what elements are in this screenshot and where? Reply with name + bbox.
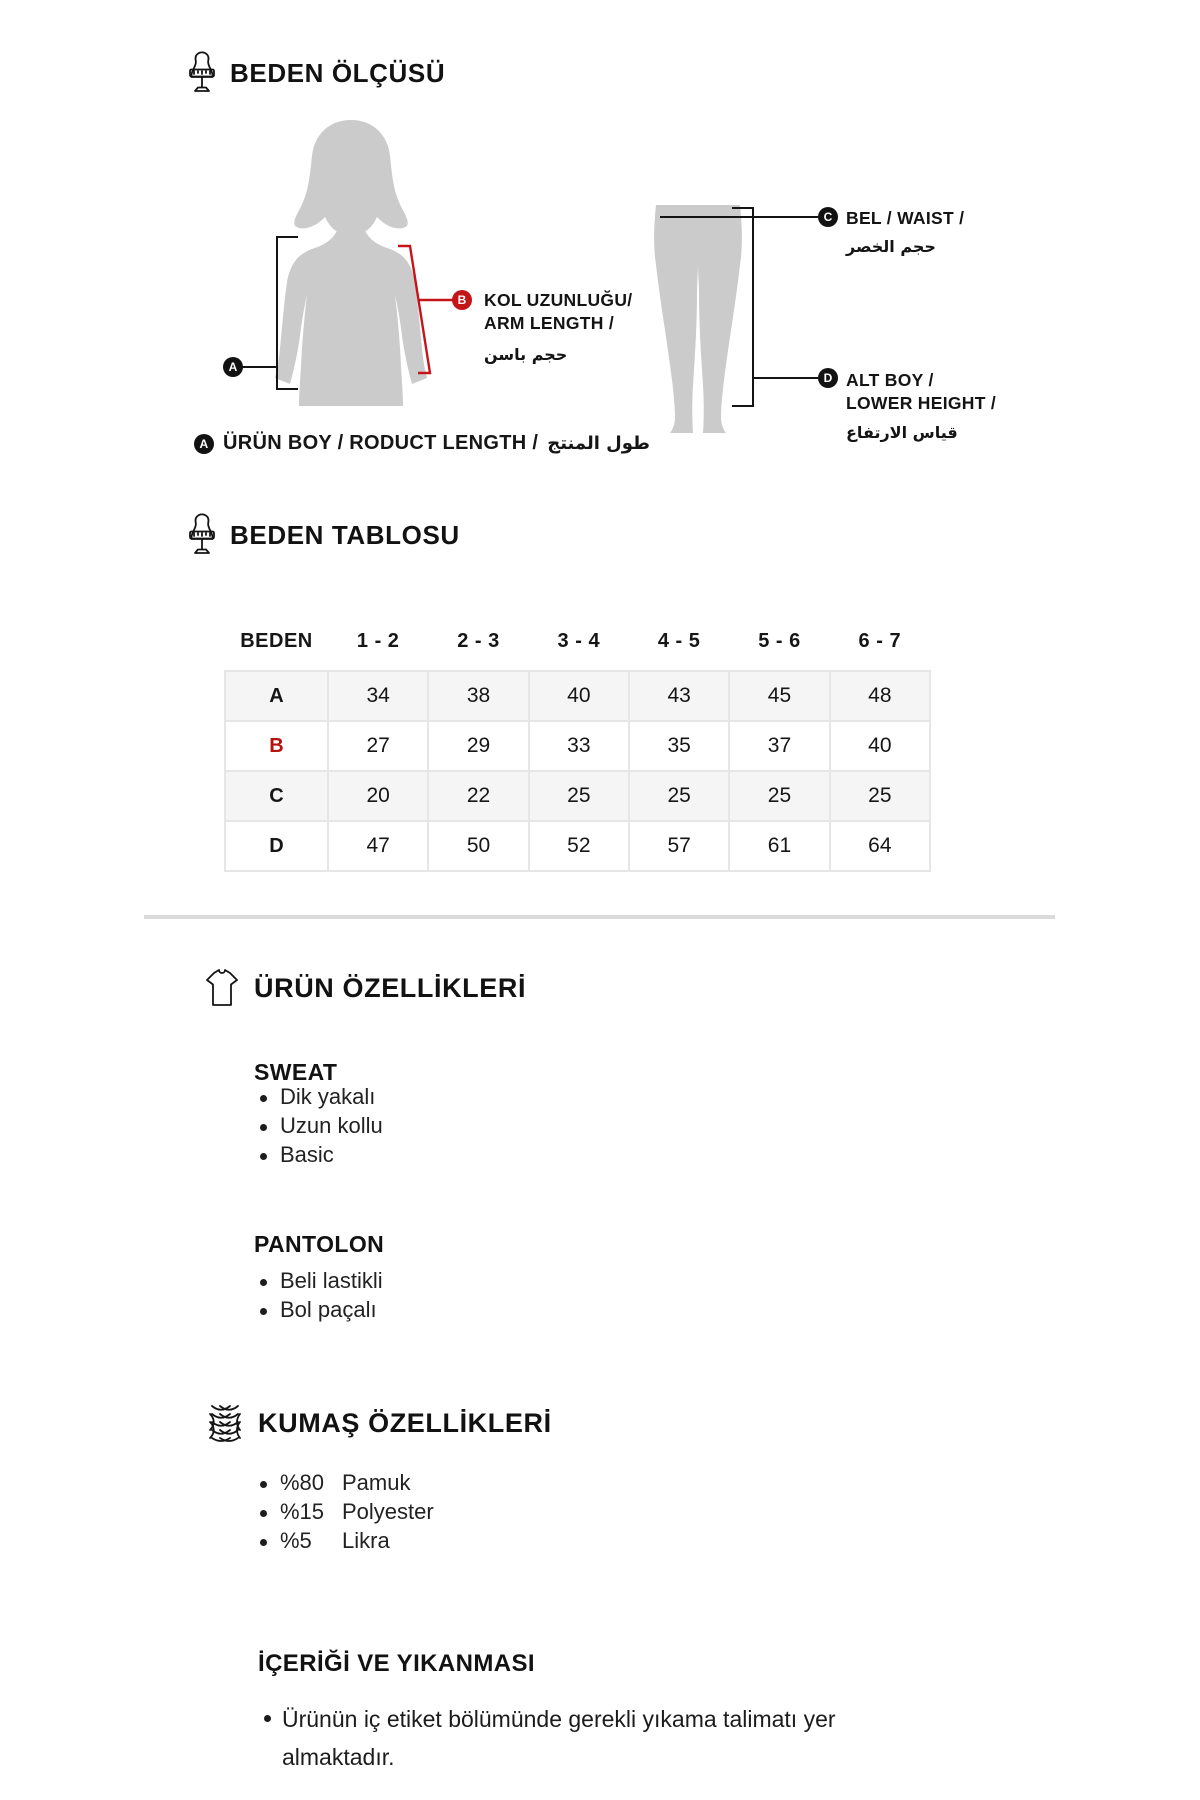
col-header: 5 - 6 xyxy=(758,629,801,652)
cell: 37 xyxy=(729,721,829,771)
cell: 27 xyxy=(328,721,428,771)
cell: 40 xyxy=(830,721,930,771)
section-header-care: İÇERİĞİ VE YIKANMASI xyxy=(258,1650,535,1677)
label-d-line2: LOWER HEIGHT / xyxy=(846,393,997,413)
table-row xyxy=(225,821,930,871)
col-header: 3 - 4 xyxy=(557,629,601,652)
cell: 33 xyxy=(529,721,629,771)
label-d-arabic: قياس الارتفاع xyxy=(846,423,958,442)
feature-group-title-pantolon: PANTOLON xyxy=(254,1231,385,1257)
section-title: BEDEN ÖLÇÜSÜ xyxy=(230,57,446,88)
cell: 50 xyxy=(428,821,528,871)
cell: 22 xyxy=(428,771,528,821)
care-list xyxy=(264,1700,924,1776)
section-divider xyxy=(144,915,1055,919)
bracket-a-bottom-tick xyxy=(276,388,298,390)
cell: 61 xyxy=(729,821,829,871)
table-row xyxy=(225,721,930,771)
cell: 47 xyxy=(328,821,428,871)
feature-list-pantolon xyxy=(260,1266,383,1324)
col-header: 1 - 2 xyxy=(356,629,400,652)
fabric-list xyxy=(260,1468,434,1555)
fabric-percent: %15 xyxy=(280,1499,325,1524)
label-a-badge: A xyxy=(223,357,243,377)
list-item xyxy=(260,1468,434,1497)
section-header-fabric xyxy=(206,1402,552,1444)
tshirt-icon xyxy=(202,966,242,1010)
section-header-size-table xyxy=(186,512,460,558)
section-title: BEDEN TABLOSU xyxy=(230,519,460,550)
row-label: B xyxy=(225,721,328,771)
label-c-connector xyxy=(660,216,818,218)
row-label: A xyxy=(225,671,328,721)
mannequin-icon xyxy=(186,50,218,96)
label-d-badge: D xyxy=(818,368,838,388)
table-row xyxy=(225,671,930,721)
cell: 35 xyxy=(629,721,729,771)
label-b-line1: KOL UZUNLUĞU/ xyxy=(484,290,633,310)
cell: 57 xyxy=(629,821,729,871)
list-item: Dik yakalı xyxy=(260,1082,383,1111)
label-a-caption-badge: A xyxy=(194,434,214,454)
cell: 34 xyxy=(328,671,428,721)
list-item xyxy=(260,1497,434,1526)
size-table xyxy=(224,612,931,872)
label-a-caption-arabic: طول المنتج xyxy=(547,433,651,454)
list-item: Basic xyxy=(260,1140,383,1169)
label-a-connector xyxy=(242,366,278,368)
fabric-percent: %80 xyxy=(280,1470,325,1495)
label-d-text xyxy=(846,369,996,444)
fabric-name: Pamuk xyxy=(342,1470,411,1495)
col-header: BEDEN xyxy=(240,629,313,652)
row-label: C xyxy=(225,771,328,821)
col-header: 6 - 7 xyxy=(858,629,902,652)
cell: 52 xyxy=(529,821,629,871)
label-c-line1: BEL / WAIST / xyxy=(846,208,965,228)
cell: 45 xyxy=(729,671,829,721)
cell: 43 xyxy=(629,671,729,721)
label-b-arabic: حجم باسن xyxy=(484,345,568,364)
feature-group-title-sweat: SWEAT xyxy=(254,1059,338,1085)
size-table-header-row xyxy=(225,612,930,671)
label-d-connector xyxy=(752,377,818,379)
section-header-size-measure xyxy=(186,50,445,96)
label-b-badge: B xyxy=(452,290,472,310)
section-title: KUMAŞ ÖZELLİKLERİ xyxy=(258,1407,552,1438)
section-title: ÜRÜN ÖZELLİKLERİ xyxy=(254,972,527,1003)
bracket-b-red xyxy=(394,240,466,380)
bracket-legs-bottom-tick xyxy=(732,405,754,407)
feature-list-sweat xyxy=(260,1082,383,1169)
label-b-text xyxy=(484,289,632,366)
list-item: Beli lastikli xyxy=(260,1266,383,1295)
cell: 25 xyxy=(529,771,629,821)
cell: 48 xyxy=(830,671,930,721)
cell: 29 xyxy=(428,721,528,771)
legs-silhouette xyxy=(648,205,748,437)
label-c-arabic: حجم الخصر xyxy=(846,237,936,256)
table-row xyxy=(225,771,930,821)
label-a-caption xyxy=(194,432,650,455)
fabric-percent: %5 xyxy=(280,1528,312,1553)
bracket-a-top-tick xyxy=(276,236,298,238)
cell: 25 xyxy=(830,771,930,821)
cell: 25 xyxy=(629,771,729,821)
label-c-badge: C xyxy=(818,207,838,227)
label-d-line1: ALT BOY / xyxy=(846,370,934,390)
cell: 64 xyxy=(830,821,930,871)
list-item: Uzun kollu xyxy=(260,1111,383,1140)
label-b-line2: ARM LENGTH / xyxy=(484,313,614,333)
list-item: Bol paçalı xyxy=(260,1295,383,1324)
label-c-text xyxy=(846,207,964,258)
cell: 38 xyxy=(428,671,528,721)
fabric-weave-icon xyxy=(206,1402,246,1444)
fabric-name: Polyester xyxy=(342,1499,434,1524)
col-header: 4 - 5 xyxy=(657,629,701,652)
cell: 20 xyxy=(328,771,428,821)
bracket-legs-top-tick xyxy=(732,207,754,209)
cell: 40 xyxy=(529,671,629,721)
fabric-name: Likra xyxy=(342,1528,390,1553)
col-header: 2 - 3 xyxy=(457,629,500,652)
list-item: Ürünün iç etiket bölümünde gerekli yıkama talimatı yer almaktadır. xyxy=(264,1700,924,1776)
cell: 25 xyxy=(729,771,829,821)
label-a-caption-text: ÜRÜN BOY / RODUCT LENGTH / xyxy=(223,432,539,454)
row-label: D xyxy=(225,821,328,871)
mannequin-icon xyxy=(186,512,218,558)
section-header-product-features xyxy=(202,966,526,1010)
list-item xyxy=(260,1526,434,1555)
